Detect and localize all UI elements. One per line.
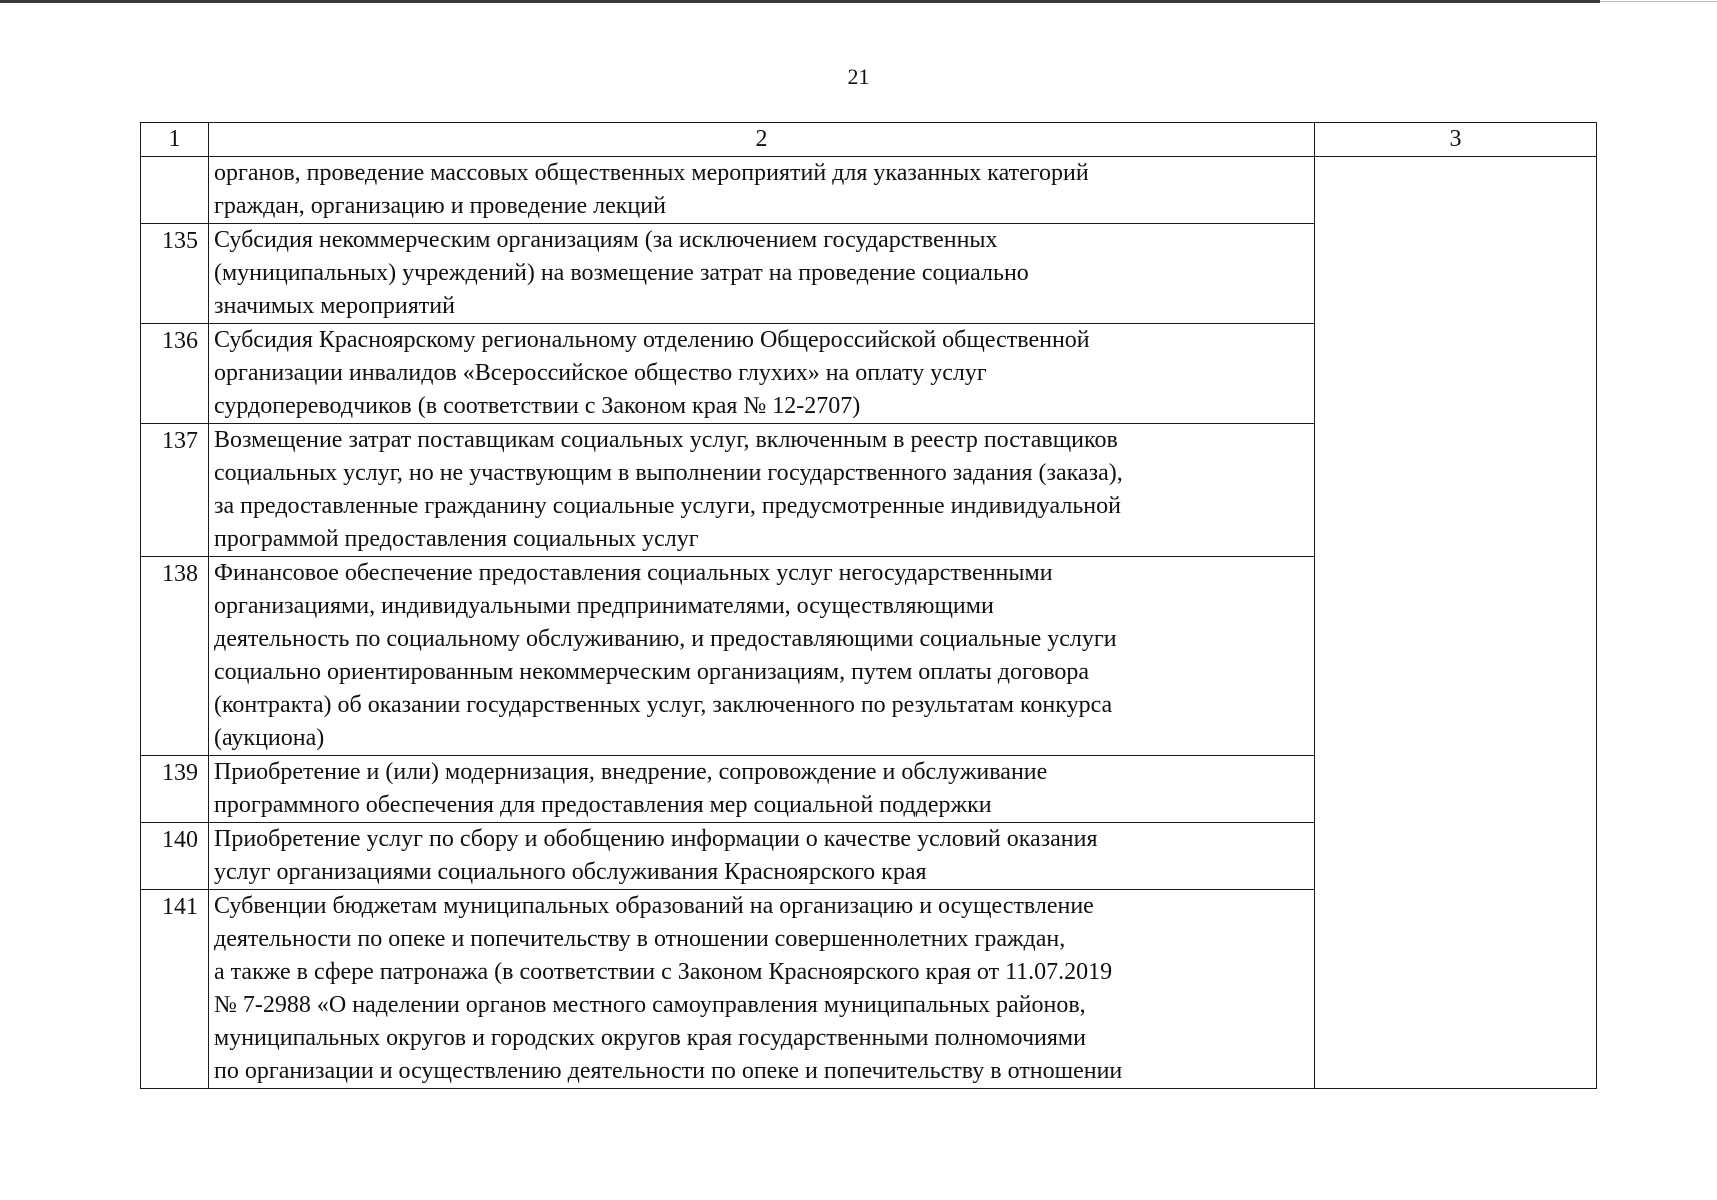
row-number: 136 bbox=[141, 324, 209, 424]
scan-border-top-faint bbox=[1600, 1, 1717, 2]
description-line: деятельность по социальному обслуживанию, и предоставляющими социальные услуги bbox=[214, 626, 1117, 652]
description-line: программного обеспечения для предоставления мер социальной поддержки bbox=[214, 792, 992, 818]
description-line: Возмещение затрат поставщикам социальных услуг, включенным в реестр поставщиков bbox=[214, 427, 1118, 453]
description-line: по организации и осуществлению деятельности по опеке и попечительству в отношении bbox=[214, 1058, 1123, 1084]
row-number: 141 bbox=[141, 890, 209, 1089]
description-line: (контракта) об оказании государственных услуг, заключенного по результатам конкурса bbox=[214, 692, 1113, 718]
description-line: значимых мероприятий bbox=[214, 293, 455, 319]
description-line: Приобретение услуг по сбору и обобщению информации о качестве условий оказания bbox=[214, 826, 1098, 852]
row-description bbox=[209, 890, 1315, 1089]
description-line: сурдопереводчиков (в соответствии с Законом края № 12-2707) bbox=[214, 393, 861, 419]
budget-items-table bbox=[140, 122, 1597, 1089]
row-number: 139 bbox=[141, 756, 209, 823]
description-line: органов, проведение массовых общественных мероприятий для указанных категорий bbox=[214, 160, 1089, 186]
description-line: организациями, индивидуальными предпринимателями, осуществляющими bbox=[214, 593, 994, 619]
row-number: 140 bbox=[141, 823, 209, 890]
header-col-3: 3 bbox=[1315, 123, 1597, 157]
table-header-row bbox=[141, 123, 1597, 157]
description-line: социально ориентированным некоммерческим организациям, путем оплаты договора bbox=[214, 659, 1090, 685]
description-line: муниципальных округов и городских округов края государственными полномочиями bbox=[214, 1025, 1086, 1051]
description-line: организации инвалидов «Всероссийское общество глухих» на оплату услуг bbox=[214, 360, 987, 386]
description-line: граждан, организацию и проведение лекций bbox=[214, 193, 666, 219]
header-col-2: 2 bbox=[209, 123, 1315, 157]
row-description bbox=[209, 157, 1315, 224]
row-number: 137 bbox=[141, 424, 209, 557]
description-line: № 7-2988 «О наделении органов местного самоуправления муниципальных районов, bbox=[214, 992, 1086, 1018]
page-number: 21 bbox=[847, 64, 870, 89]
table-body bbox=[141, 123, 1597, 1089]
description-line: Субсидия Красноярскому региональному отделению Общероссийской общественной bbox=[214, 327, 1090, 353]
description-line: Субвенции бюджетам муниципальных образований на организацию и осуществление bbox=[214, 893, 1094, 919]
table-row bbox=[141, 157, 1597, 224]
description-line: а также в сфере патронажа (в соответствии с Законом Красноярского края от 11.07.2019 bbox=[214, 959, 1113, 985]
description-line: (муниципальных) учреждений) на возмещение затрат на проведение социально bbox=[214, 260, 1029, 286]
row-number: 135 bbox=[141, 224, 209, 324]
row-description bbox=[209, 424, 1315, 557]
description-line: Финансовое обеспечение предоставления социальных услуг негосударственными bbox=[214, 560, 1053, 586]
description-line: услуг организациями социального обслуживания Красноярского края bbox=[214, 859, 927, 885]
description-line: (аукциона) bbox=[214, 725, 325, 751]
row-number: 138 bbox=[141, 557, 209, 756]
row-description bbox=[209, 224, 1315, 324]
row-description bbox=[209, 756, 1315, 823]
row-number bbox=[141, 157, 209, 224]
description-line: за предоставленные гражданину социальные услуги, предусмотренные индивидуальной bbox=[214, 493, 1121, 519]
description-line: программой предоставления социальных услуг bbox=[214, 526, 699, 552]
row-description bbox=[209, 557, 1315, 756]
scan-border-top bbox=[0, 0, 1600, 3]
description-line: Субсидия некоммерческим организациям (за исключением государственных bbox=[214, 227, 998, 253]
description-line: деятельности по опеке и попечительству в отношении совершеннолетних граждан, bbox=[214, 926, 1066, 952]
column-3-cell bbox=[1315, 157, 1597, 1089]
row-description bbox=[209, 324, 1315, 424]
header-col-1: 1 bbox=[141, 123, 209, 157]
row-description bbox=[209, 823, 1315, 890]
description-line: Приобретение и (или) модернизация, внедрение, сопровождение и обслуживание bbox=[214, 759, 1048, 785]
description-line: социальных услуг, но не участвующим в выполнении государственного задания (заказа), bbox=[214, 460, 1123, 486]
